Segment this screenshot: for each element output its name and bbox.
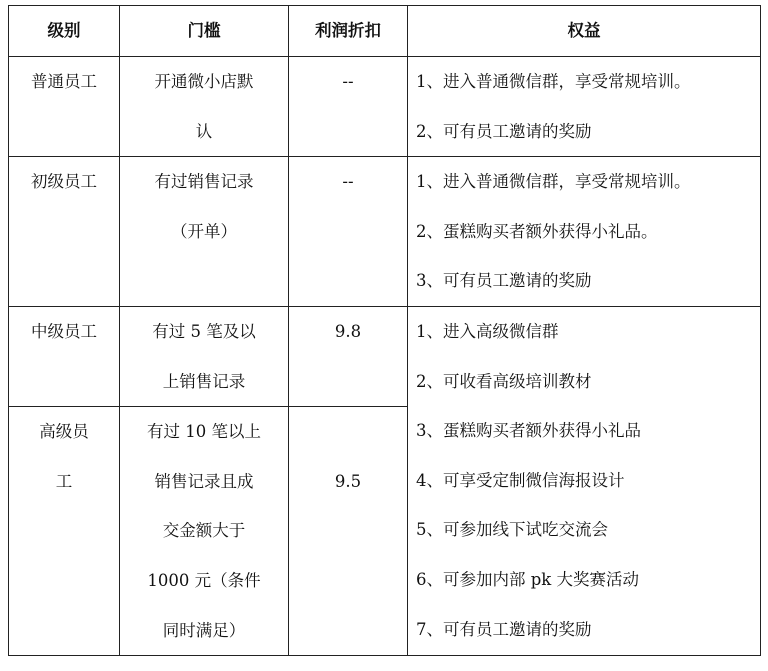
threshold-text: 有过销售记录 (154, 172, 254, 192)
rights-item: 2、可有员工邀请的奖励 (416, 121, 592, 141)
rights-item: 2、可收看高级培训教材 (416, 371, 592, 391)
threshold-text: 销售记录且成 (154, 471, 254, 491)
table-row (9, 306, 761, 406)
threshold-cell (120, 57, 289, 157)
rights-item: 2、蛋糕购买者额外获得小礼品。 (416, 221, 658, 241)
level-cell (9, 306, 120, 406)
employee-benefits-table (8, 5, 761, 656)
threshold-cell (120, 407, 289, 656)
shared-rights-cell (408, 306, 761, 655)
threshold-text: 有过 10 笔以上 (147, 422, 261, 442)
rights-item: 7、可有员工邀请的奖励 (416, 619, 592, 639)
threshold-text: （开单） (171, 221, 237, 241)
discount-text: 9.8 (334, 321, 362, 341)
discount-cell (289, 57, 408, 157)
level-text: 高级员 (39, 422, 89, 442)
rights-item: 4、可享受定制微信海报设计 (416, 470, 625, 490)
discount-text: 9.5 (334, 471, 362, 491)
threshold-text: 开通微小店默 (154, 72, 254, 91)
rights-item: 1、进入普通微信群，享受常规培训。 (416, 72, 691, 91)
discount-text: -- (342, 172, 354, 192)
threshold-cell (120, 306, 289, 406)
header-row (9, 6, 761, 57)
rights-item: 1、进入高级微信群 (416, 321, 559, 341)
table-row (9, 57, 761, 157)
header-rights: 权益 (408, 6, 761, 57)
header-level: 级别 (9, 6, 120, 57)
level-text: 工 (55, 471, 73, 491)
discount-cell (289, 407, 408, 656)
rights-item: 6、可参加内部 pk 大奖赛活动 (416, 569, 640, 589)
threshold-text: 上销售记录 (162, 371, 246, 391)
table-row (9, 157, 761, 307)
rights-item: 3、蛋糕购买者额外获得小礼品 (416, 421, 641, 441)
level-text: 普通员工 (31, 72, 97, 91)
rights-cell (408, 157, 761, 307)
header-discount: 利润折扣 (289, 6, 408, 57)
threshold-cell (120, 157, 289, 307)
level-text: 初级员工 (31, 172, 97, 192)
threshold-text: 交金额大于 (162, 521, 246, 541)
rights-item: 5、可参加线下试吃交流会 (416, 520, 608, 540)
level-cell (9, 407, 120, 656)
threshold-text: 同时满足） (162, 620, 246, 640)
level-cell (9, 157, 120, 307)
threshold-text: 1000 元（条件 (147, 570, 261, 590)
rights-cell (408, 57, 761, 157)
rights-item: 1、进入普通微信群，享受常规培训。 (416, 172, 691, 192)
header-threshold: 门槛 (120, 6, 289, 57)
discount-text: -- (342, 72, 354, 91)
discount-cell (289, 306, 408, 406)
level-cell (9, 57, 120, 157)
threshold-text: 认 (195, 121, 213, 141)
discount-cell (289, 157, 408, 307)
level-text: 中级员工 (31, 321, 97, 341)
threshold-text: 有过 5 笔及以 (152, 321, 256, 341)
rights-item: 3、可有员工邀请的奖励 (416, 271, 592, 291)
